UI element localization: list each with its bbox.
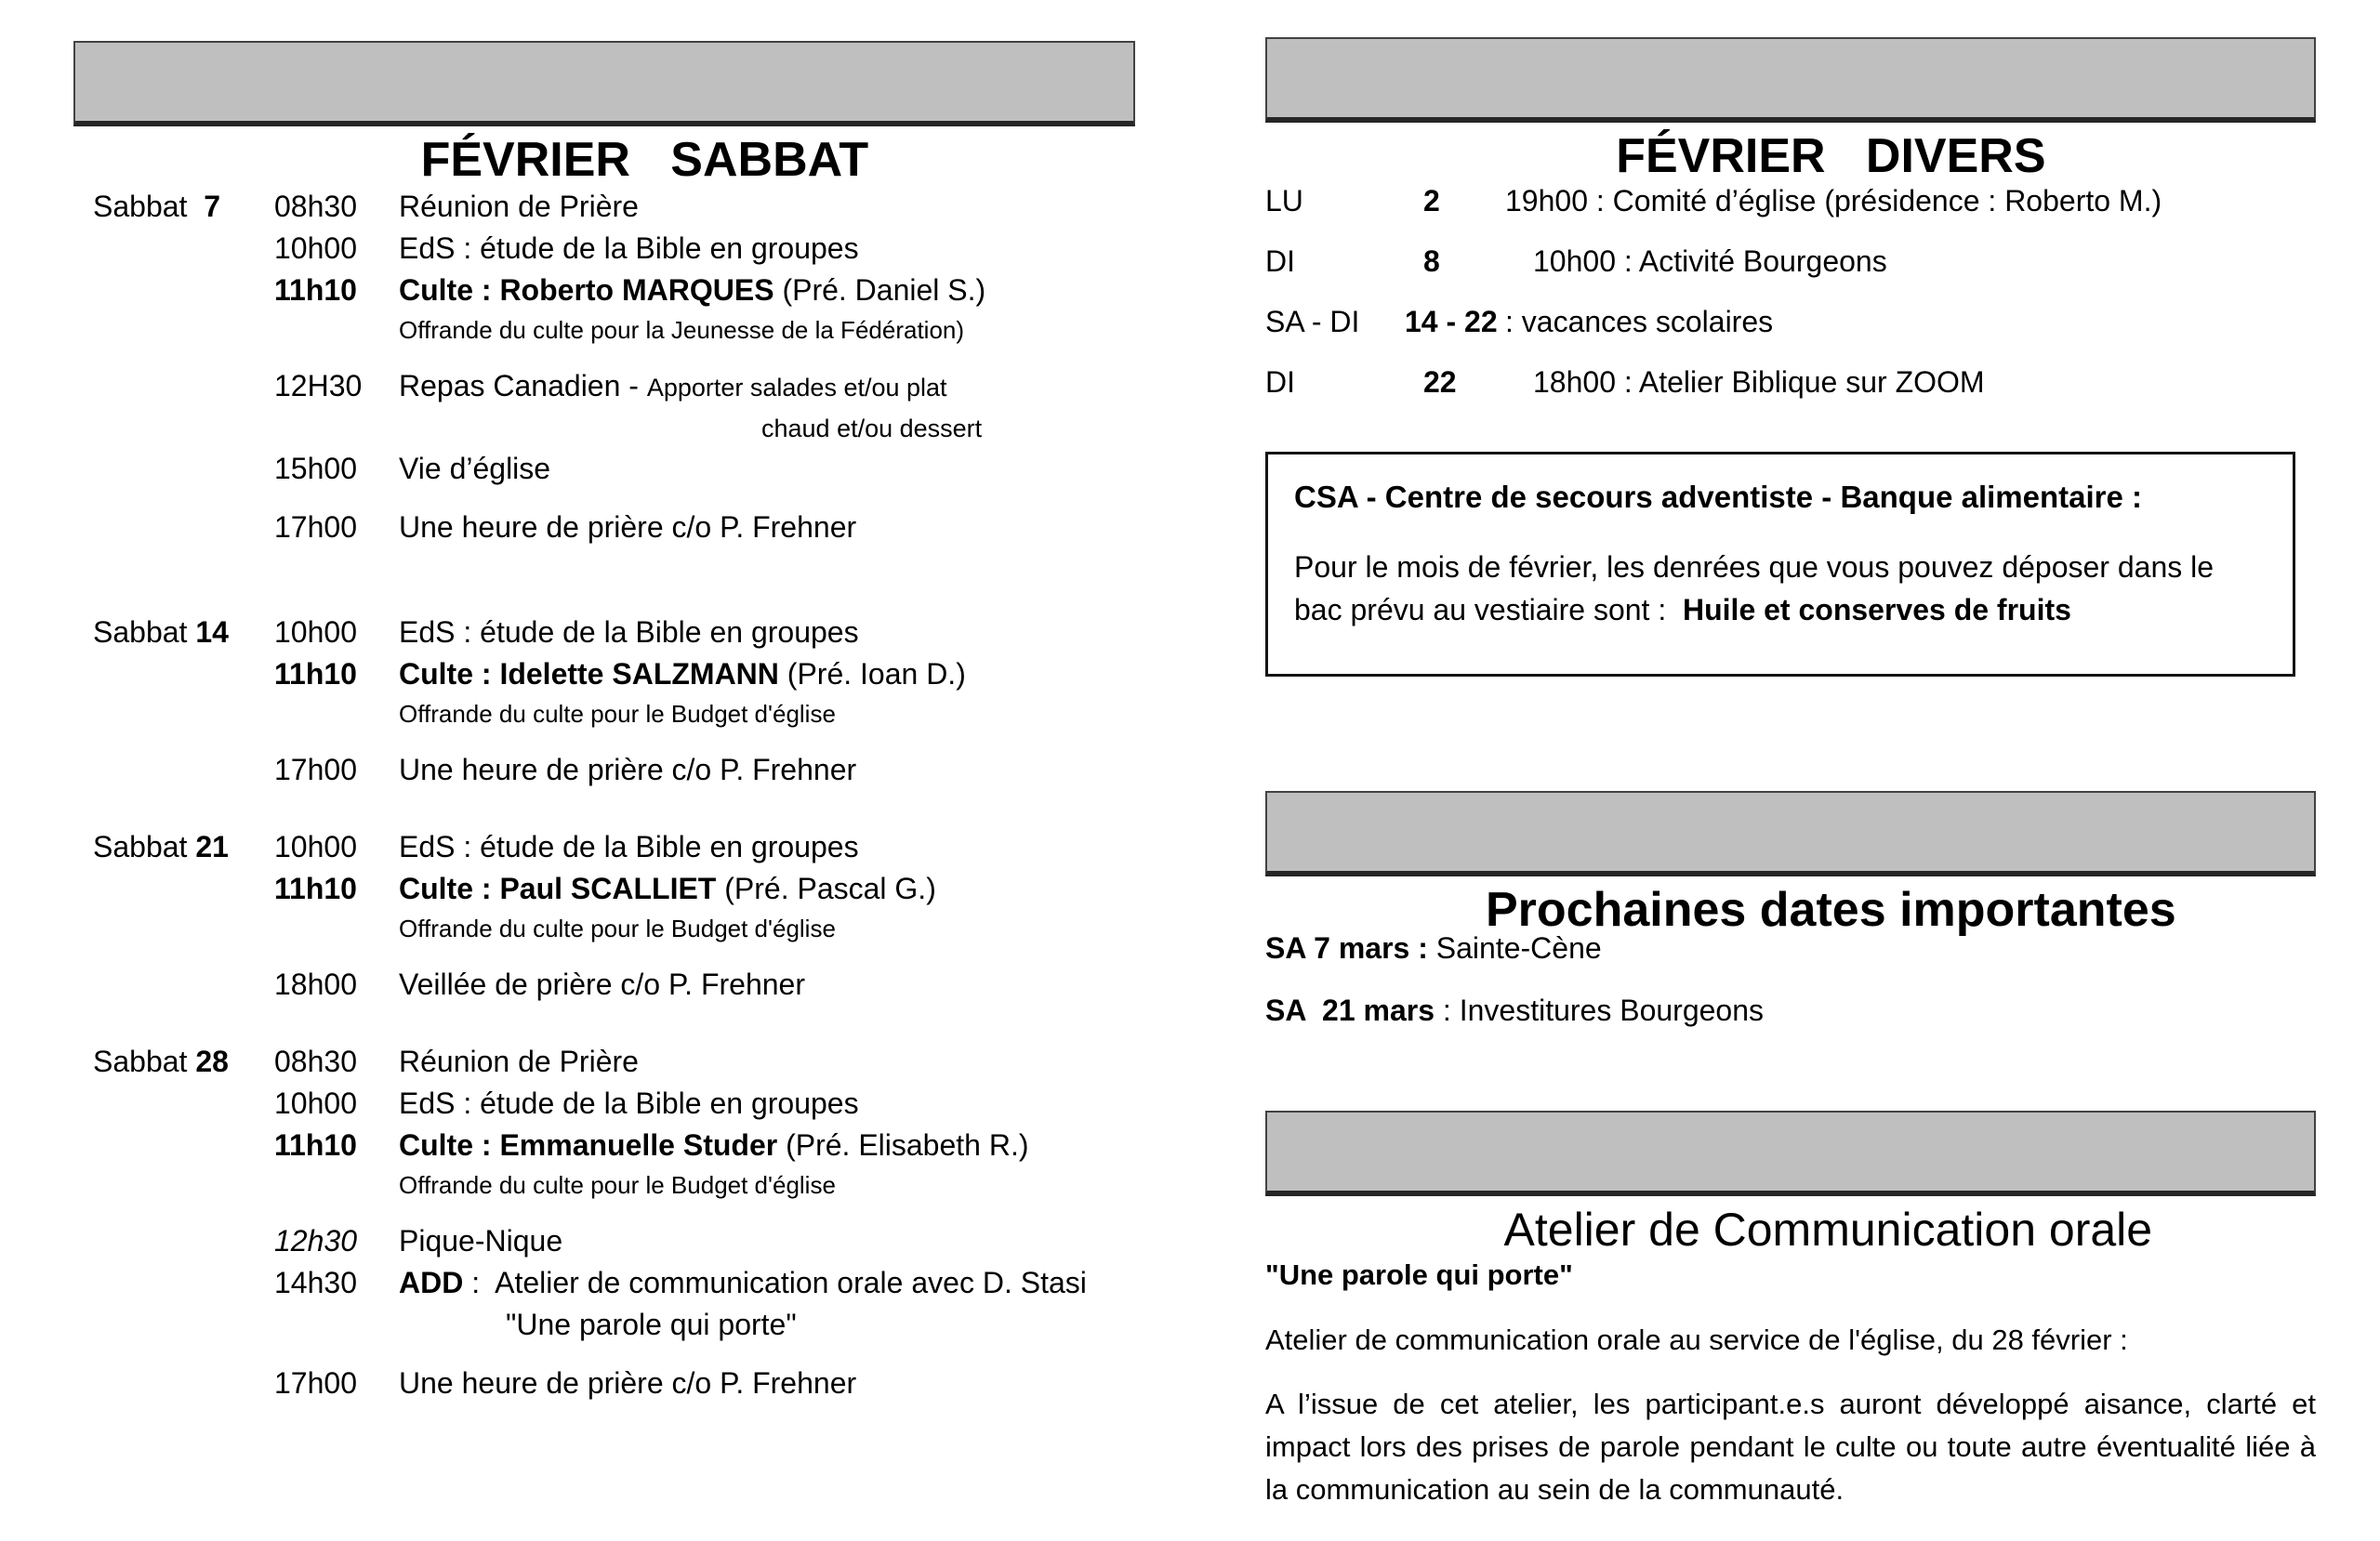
date-number: 8 bbox=[1423, 244, 1440, 278]
schedule-row-note bbox=[93, 1166, 1135, 1204]
time-label: 08h30 bbox=[274, 190, 357, 223]
event-desc: Réunion de Prière bbox=[399, 190, 639, 223]
schedule-row-note bbox=[93, 695, 1135, 732]
event-desc: Veillée de prière c/o P. Frehner bbox=[399, 968, 805, 1001]
schedule-block-sabbat-28 bbox=[93, 1041, 1135, 1404]
schedule-row bbox=[93, 749, 1135, 791]
dates-header-label: Prochaines dates importantes bbox=[1486, 883, 2176, 937]
divers-row bbox=[1265, 301, 2316, 343]
schedule-row bbox=[93, 270, 1135, 311]
sabbat-section bbox=[73, 41, 1135, 1440]
csa-title: CSA - Centre de secours adventiste - Banque alimentaire : bbox=[1294, 480, 2143, 514]
divers-header bbox=[1265, 37, 2316, 183]
time-label: 12h30 bbox=[274, 1224, 357, 1258]
event-desc: Une heure de prière c/o P. Frehner bbox=[399, 1366, 857, 1400]
schedule-row bbox=[93, 507, 1135, 548]
schedule-block-sabbat-7 bbox=[93, 186, 1135, 548]
event-note: Offrande du culte pour le Budget d'église bbox=[399, 915, 836, 942]
event-desc: EdS : étude de la Bible en groupes bbox=[399, 830, 859, 863]
divers-row bbox=[1265, 241, 2316, 283]
event-desc: ADD : Atelier de communication orale avec D. Stasi bbox=[399, 1266, 1087, 1299]
event-desc: EdS : étude de la Bible en groupes bbox=[399, 1087, 859, 1120]
time-label: 14h30 bbox=[274, 1266, 357, 1299]
date-number: 22 bbox=[1423, 365, 1457, 399]
time-label: 08h30 bbox=[274, 1045, 357, 1078]
schedule-row bbox=[93, 1041, 1135, 1083]
day-label: Sabbat 21 bbox=[93, 830, 229, 863]
schedule-row bbox=[93, 228, 1135, 270]
schedule-row-note bbox=[93, 910, 1135, 947]
schedule-row bbox=[93, 365, 1135, 409]
time-label: 11h10 bbox=[274, 1128, 357, 1162]
day-label: Sabbat 28 bbox=[93, 1045, 229, 1078]
schedule-row bbox=[93, 612, 1135, 653]
time-label: 15h00 bbox=[274, 452, 357, 485]
time-label: 17h00 bbox=[274, 753, 357, 786]
event-desc: 10h00 : Activité Bourgeons bbox=[1533, 244, 1887, 278]
divers-row bbox=[1265, 362, 2316, 403]
time-label: 17h00 bbox=[274, 1366, 357, 1400]
event-note: chaud et/ou dessert bbox=[761, 415, 983, 442]
time-label: 10h00 bbox=[274, 231, 357, 265]
schedule-row bbox=[93, 1083, 1135, 1125]
atelier-header bbox=[1265, 1111, 2316, 1256]
event-desc: Culte : Paul SCALLIET (Pré. Pascal G.) bbox=[399, 872, 936, 905]
sabbat-header-label: FÉVRIER SABBAT bbox=[420, 133, 869, 187]
event-desc: 18h00 : Atelier Biblique sur ZOOM bbox=[1533, 365, 1985, 399]
event-desc: Culte : Roberto MARQUES (Pré. Daniel S.) bbox=[399, 273, 986, 307]
event-desc: Vie d’église bbox=[399, 452, 551, 485]
schedule-row bbox=[93, 186, 1135, 228]
day-label: Sabbat 14 bbox=[93, 615, 229, 649]
schedule-row-note bbox=[93, 1304, 1135, 1346]
time-label: 10h00 bbox=[274, 830, 357, 863]
event-quote: "Une parole qui porte" bbox=[506, 1308, 797, 1341]
schedule-row-note bbox=[93, 311, 1135, 349]
event-desc: 19h00 : Comité d’église (présidence : Roberto M.) bbox=[1505, 184, 2162, 217]
csa-box bbox=[1265, 452, 2295, 677]
time-label: 18h00 bbox=[274, 968, 357, 1001]
time-label: 10h00 bbox=[274, 1087, 357, 1120]
divers-row bbox=[1265, 180, 2316, 222]
schedule-block-sabbat-21 bbox=[93, 826, 1135, 1006]
schedule-row bbox=[93, 868, 1135, 910]
date-item: SA 21 mars : Investitures Bourgeons bbox=[1265, 994, 1764, 1027]
date-item: SA 7 mars : Sainte-Cène bbox=[1265, 931, 1602, 965]
time-label: 11h10 bbox=[274, 872, 357, 905]
day-label: SA - DI bbox=[1265, 305, 1360, 338]
day-label: DI bbox=[1265, 244, 1295, 278]
dates-header bbox=[1265, 791, 2316, 937]
date-number: 2 bbox=[1423, 184, 1440, 217]
date-number: 14 - 22 bbox=[1405, 305, 1498, 338]
schedule-row bbox=[93, 1220, 1135, 1262]
event-note: Offrande du culte pour la Jeunesse de la Fédération) bbox=[399, 316, 965, 344]
event-note: Offrande du culte pour le Budget d'église bbox=[399, 700, 836, 728]
time-label: 12H30 bbox=[274, 369, 363, 402]
sabbat-header bbox=[73, 41, 1135, 187]
schedule-row bbox=[93, 964, 1135, 1006]
csa-body-bold: Huile et conserves de fruits bbox=[1683, 593, 2071, 626]
divers-section bbox=[1265, 37, 2316, 1511]
sabbat-schedule bbox=[73, 186, 1135, 1404]
event-desc: Une heure de prière c/o P. Frehner bbox=[399, 510, 857, 544]
atelier-paragraph: A l’issue de cet atelier, les participant.e.s auront développé aisance, clarté et impact lors des prises de parole pendant le culte ou toute autre éventualité liée à la communication au sein de la communauté. bbox=[1265, 1388, 2316, 1506]
event-desc: Culte : Emmanuelle Studer (Pré. Elisabeth R.) bbox=[399, 1128, 1029, 1162]
day-label: Sabbat 7 bbox=[93, 190, 220, 223]
schedule-row bbox=[93, 1363, 1135, 1404]
day-label: DI bbox=[1265, 365, 1295, 399]
atelier-header-label: Atelier de Communication orale bbox=[1503, 1204, 2153, 1256]
event-desc: : vacances scolaires bbox=[1505, 305, 1774, 338]
day-label: LU bbox=[1265, 184, 1303, 217]
schedule-block-sabbat-14 bbox=[93, 612, 1135, 791]
atelier-intro: Atelier de communication orale au service de l'église, du 28 février : bbox=[1265, 1324, 2128, 1356]
time-label: 10h00 bbox=[274, 615, 357, 649]
event-desc: EdS : étude de la Bible en groupes bbox=[399, 615, 859, 649]
event-note: Offrande du culte pour le Budget d'église bbox=[399, 1171, 836, 1199]
event-desc: Pique-Nique bbox=[399, 1224, 563, 1258]
time-label: 11h10 bbox=[274, 657, 357, 691]
schedule-row bbox=[93, 653, 1135, 695]
event-desc: Repas Canadien - Apporter salades et/ou plat bbox=[399, 369, 947, 402]
divers-header-label: FÉVRIER DIVERS bbox=[1616, 129, 2046, 183]
event-desc: Une heure de prière c/o P. Frehner bbox=[399, 753, 857, 786]
divers-rows bbox=[1265, 180, 2316, 403]
event-desc: EdS : étude de la Bible en groupes bbox=[399, 231, 859, 265]
schedule-row bbox=[93, 448, 1135, 490]
atelier-subtitle: "Une parole qui porte" bbox=[1265, 1258, 1573, 1291]
csa-body: Pour le mois de février, les denrées que vous pouvez déposer dans le bac prévu au vestiaire sont : Huile et conserves de fruits bbox=[1294, 550, 2222, 626]
event-desc: Culte : Idelette SALZMANN (Pré. Ioan D.) bbox=[399, 657, 966, 691]
schedule-row bbox=[93, 826, 1135, 868]
schedule-row bbox=[93, 1262, 1135, 1304]
event-desc: Réunion de Prière bbox=[399, 1045, 639, 1078]
time-label: 17h00 bbox=[274, 510, 357, 544]
time-label: 11h10 bbox=[274, 273, 357, 307]
schedule-row-note bbox=[93, 409, 1135, 448]
schedule-row bbox=[93, 1125, 1135, 1166]
